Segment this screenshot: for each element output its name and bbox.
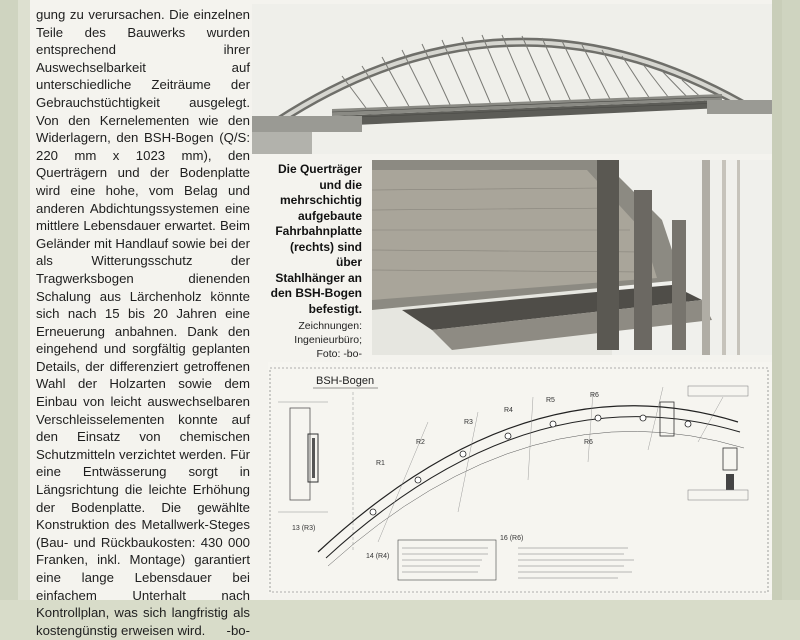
article-signature: -bo- (226, 623, 250, 639)
caption-text: Die Querträger und die mehrschichtig aufgebaute Fahrbahnplatte (rechts) sind über Stahlhänger an den BSH-Bogen befestigt. (270, 162, 362, 316)
caption-credit-3: Foto: -bo- (316, 348, 362, 360)
label-r1: R1 (376, 460, 385, 467)
bridge-photo (252, 4, 772, 154)
drawing-title: BSH-Bogen (316, 375, 375, 387)
label-p14: 14 (R4) (366, 553, 390, 560)
caption-credit-2: Ingenieurbüro; (294, 334, 362, 346)
label-r3: R3 (464, 419, 473, 426)
article-paragraph: gung zu verursachen. Die einzelnen Teile des Bauwerks wurden entsprechend ihrer Auswechselbarkeit auf unterschiedliche Zeiträume der Gebrauchstüchtigkeit ausgelegt. Von den Kernelementen wie den Widerlagern, den BSH-Bogen (Q/S: 220 mm x 1023 mm), den Querträgern und der Bodenplatte wird eine hohe, vom Belag und anderen Abdichtungssystemen eine mittlere Lebensdauer erwartet. Beim Geländer mit Handlauf sowie bei der als Witterungsschutz der Tragwerksbogen dienenden Schalung aus Lärchenholz könnte sich nach 15 bis 20 Jahren eine Erneuerung anbahnen. Dank den eingehend und sorgfältig geplanten Details, der differenziert getroffenen Wahl der Holzarten sowie dem Einbau von leicht auswechselbaren Verschleisselementen konnte auf den Einsatz von chemischen Schutzmitteln verzichtet werden. Für eine Entwässerung sorgt in Längsrichtung die leichte Erhöhung der Bodenplatte. Die gewählte Konstruktion des Metallwerk-Steges (Bau- und Rückbaukosten: 430 000 Franken, inkl. Montage) garantiert eine lange Lebensdauer bei einfachem Unterhalt nach Kontrollplan, was sich langfristig als kostengünstig erweisen wird. (36, 7, 250, 638)
label-r5: R5 (546, 397, 555, 404)
label-r2: R2 (416, 439, 425, 446)
caption-credit-1: Zeichnungen: (298, 320, 362, 332)
label-r6: R6 (590, 392, 599, 399)
label-r6b: R6 (584, 439, 593, 446)
label-p16: 16 (R6) (500, 535, 524, 542)
page-edge-shadow (772, 0, 782, 600)
bridge-underside-photo (372, 160, 772, 355)
photo-caption (270, 162, 362, 361)
label-p13: 13 (R3) (292, 525, 316, 532)
article-column (36, 6, 250, 639)
label-r4: R4 (504, 407, 513, 414)
technical-drawing (268, 362, 772, 594)
